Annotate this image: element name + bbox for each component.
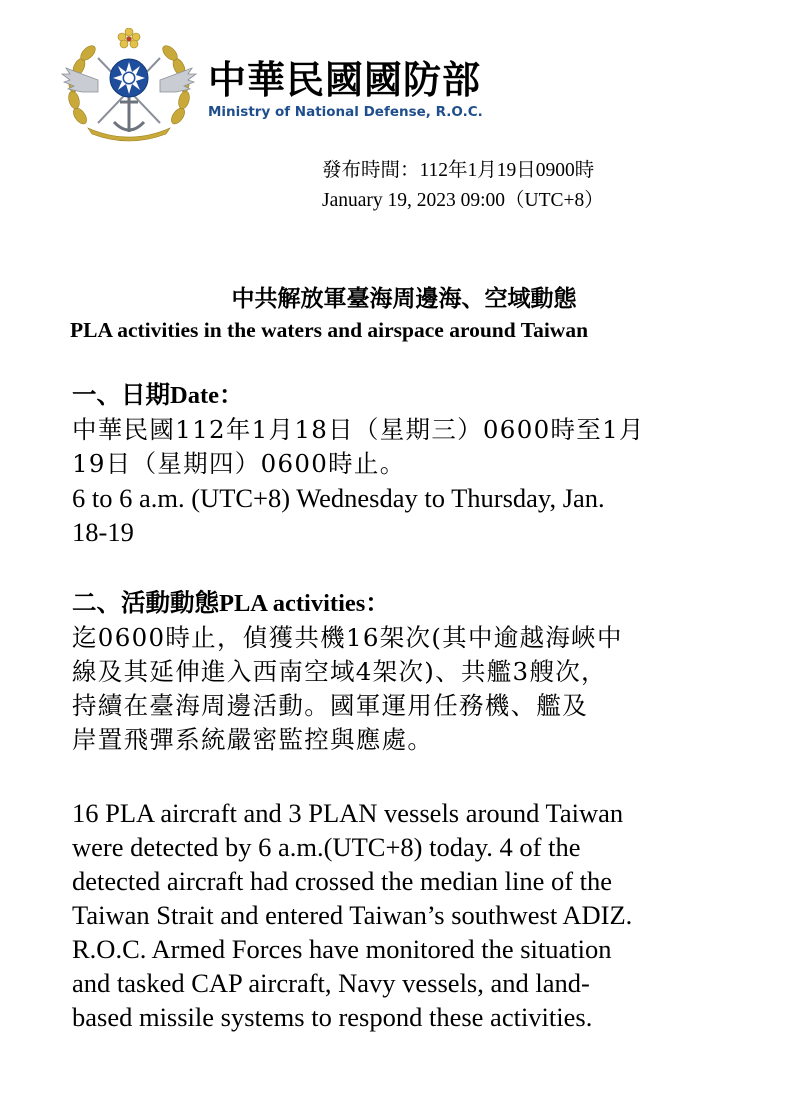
section-activities-cn — [72, 621, 762, 757]
section-activities-cn-line: 線及其延伸進入西南空域4架次)、共艦3艘次， — [72, 657, 607, 686]
section-date-en — [72, 481, 762, 549]
section-activities-en-line: 16 PLA aircraft and 3 PLAN vessels around Taiwan — [72, 798, 624, 828]
org-name-cn: 中華民國國防部 — [208, 58, 482, 102]
document-title-en: PLA activities in the waters and airspace around Taiwan — [70, 318, 589, 342]
section-activities — [72, 586, 762, 757]
section-date-heading-cn: 一、日期 — [72, 380, 170, 409]
document-title-cn: 中共解放軍臺海周邊海、空域動態 — [231, 285, 577, 312]
section-activities-cn-line: 岸置飛彈系統嚴密監控與應處。 — [72, 725, 434, 754]
section-date-heading — [72, 378, 762, 413]
section-date — [72, 378, 762, 549]
org-name-en: Ministry of National Defense, R.O.C. — [208, 104, 483, 120]
release-time — [322, 156, 752, 216]
section-date-heading-en: Date： — [170, 382, 244, 409]
section-date-cn-line: 中華民國112年1月18日（星期三）0600時至1月 — [72, 415, 645, 444]
section-activities-en-line: R.O.C. Armed Forces have monitored the situation — [72, 934, 612, 964]
section-date-cn-line: 19日（星期四）0600時止。 — [72, 449, 406, 478]
mnd-emblem-icon — [58, 28, 200, 146]
release-time-en: January 19, 2023 09:00（UTC+8） — [322, 190, 604, 211]
section-activities-en-line: and tasked CAP aircraft, Navy vessels, and land- — [72, 968, 590, 998]
section-activities-en-line: Taiwan Strait and entered Taiwan’s southwest ADIZ. — [72, 900, 633, 930]
section-date-en-line: 6 to 6 a.m. (UTC+8) Wednesday to Thursday, Jan. — [72, 483, 605, 513]
section-activities-heading-cn: 二、活動動態 — [72, 588, 219, 617]
section-activities-cn-line: 迄0600時止，偵獲共機16架次(其中逾越海峽中 — [72, 623, 623, 652]
section-date-cn — [72, 413, 762, 481]
section-activities-en-line: detected aircraft had crossed the median line of the — [72, 866, 613, 896]
section-activities-en-line: were detected by 6 a.m.(UTC+8) today. 4 of the — [72, 832, 581, 862]
release-time-cn: 發布時間：112年1月19日0900時 — [322, 160, 595, 181]
section-activities-en — [72, 796, 762, 1034]
section-activities-heading-en: PLA activities： — [219, 590, 390, 617]
section-activities-cn-line: 持續在臺海周邊活動。國軍運用任務機、艦及 — [72, 691, 588, 720]
section-activities-en-line: based missile systems to respond these activities. — [72, 1002, 593, 1032]
section-activities-heading — [72, 586, 762, 621]
section-date-en-line: 18-19 — [72, 517, 134, 547]
